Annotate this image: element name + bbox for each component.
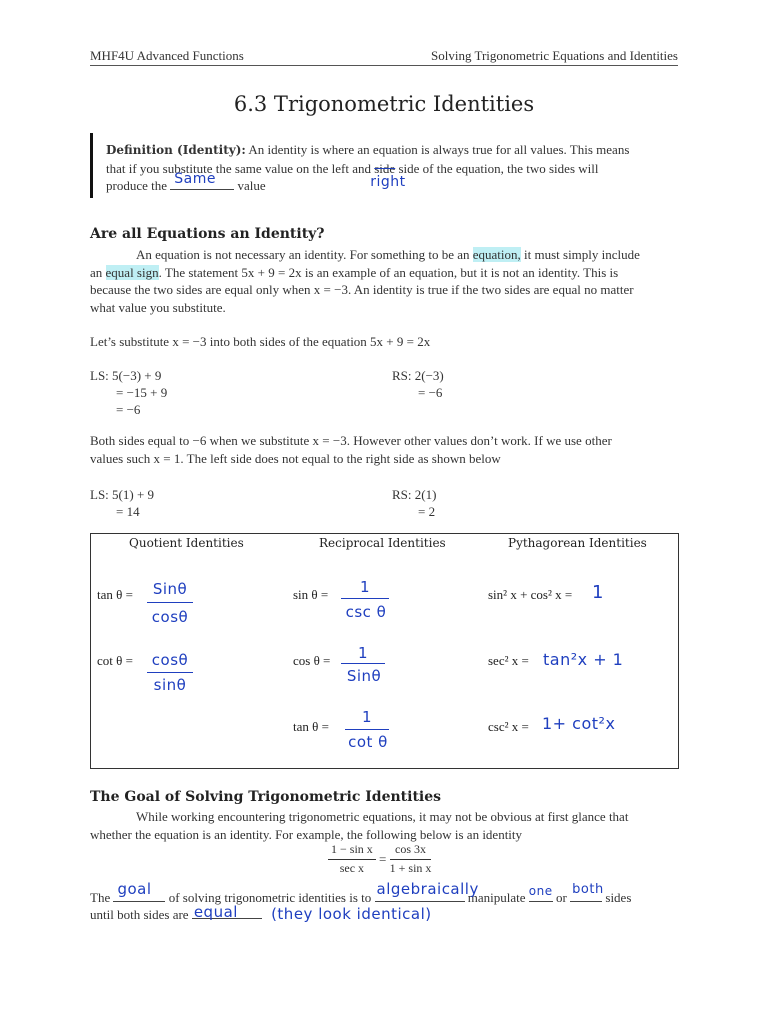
ink-one-2: 1 xyxy=(357,644,369,662)
ink-sin-den: sinθ xyxy=(153,676,187,694)
ink-cot-den: cot θ xyxy=(348,733,388,751)
ink-note: (they look identical) xyxy=(271,905,432,923)
ink-cos-num: cosθ xyxy=(151,651,189,669)
unit-title: Solving Trigonometric Equations and Identities xyxy=(431,48,678,63)
goal-line2: whether the equation is an identity. For example, the following below is an identity xyxy=(90,826,523,842)
ink-equal: equal xyxy=(193,903,238,921)
g1e: sides xyxy=(605,890,632,905)
goal-fill-line1 xyxy=(90,880,690,907)
both-sides-paragraph xyxy=(90,432,682,467)
col-quotient: Quotient Identities xyxy=(129,536,244,550)
ink-same: Same xyxy=(174,171,216,187)
col-pythagorean: Pythagorean Identities xyxy=(508,536,647,550)
eq-left-den: sec x xyxy=(339,860,365,875)
p3-text: because the two sides are equal only when x = −3. An identity is true if the two sides are equal no matter xyxy=(90,282,634,297)
both-line2: values such x = 1. The left side does not equal to the right side as shown below xyxy=(90,450,501,466)
g1b: of solving trigonometric identities is to xyxy=(168,890,372,905)
ink-goal: goal xyxy=(117,880,152,898)
section-heading-identity: Are all Equations an Identity? xyxy=(90,226,325,242)
section-heading-goal: The Goal of Solving Trigonometric Identities xyxy=(90,789,442,805)
ls-line3: = −6 xyxy=(116,402,141,417)
definition-line2a: that if you substitute the same value on the left and xyxy=(106,160,371,176)
definition-line1: An identity is where an equation is always true for all values. This means xyxy=(248,142,630,157)
frac-bar-tan xyxy=(147,602,193,603)
section2-paragraph xyxy=(90,808,682,843)
g2a: until both sides are xyxy=(90,907,189,922)
definition-block xyxy=(106,141,678,195)
ink-csc-den: csc θ xyxy=(345,603,387,621)
identity-equation xyxy=(328,841,431,877)
ink-cos-den: cosθ xyxy=(151,608,189,626)
section1-paragraph xyxy=(90,246,682,316)
frac-bar-tan2 xyxy=(345,729,389,730)
ink-pyth3-ans: 1+ cot²x xyxy=(542,714,616,733)
pyth2-lhs: sec² x = xyxy=(488,653,529,668)
frac-bar-cot xyxy=(147,672,193,673)
rs-line2: = −6 xyxy=(418,385,443,400)
pyth3-lhs: csc² x = xyxy=(488,719,529,734)
eq-left-num: 1 − sin x xyxy=(328,841,376,860)
struck-word: side xyxy=(374,160,396,176)
rs-line4: = 2 xyxy=(418,504,436,519)
g1d: or xyxy=(556,890,567,905)
page-title: 6.3 Trigonometric Identities xyxy=(233,92,535,116)
p2-text: . The statement 5x + 9 = 2x is an example of an equation, but it is not an identity. This is xyxy=(158,264,619,280)
g1c: manipulate xyxy=(467,890,526,905)
p1-text-b: it must simply include xyxy=(524,247,640,262)
cot-lhs: cot θ = xyxy=(97,653,133,668)
ink-pyth2-ans: tan²x + 1 xyxy=(543,650,624,669)
highlight-equal-sign: equal sign xyxy=(105,264,159,280)
ink-right: right xyxy=(370,173,406,190)
cos-lhs: cos θ = xyxy=(293,653,331,668)
definition-line2b: side of the equation, the two sides will xyxy=(398,160,599,176)
rs-line1: RS: 2(−3) xyxy=(392,368,444,383)
ls-line4: LS: 5(1) + 9 xyxy=(90,487,155,502)
ink-pyth1-ans: 1 xyxy=(592,582,604,603)
goal-line1: While working encountering trigonometric equations, it may not be obvious at first glance that xyxy=(136,809,629,824)
highlight-equation: equation, xyxy=(472,247,521,262)
ink-algebraically: algebraically xyxy=(376,880,479,898)
eq-left-frac xyxy=(328,841,376,877)
definition-bar xyxy=(90,133,93,198)
eq-equals: = xyxy=(379,851,387,867)
p4-text: what value you substitute. xyxy=(90,299,226,315)
definition-line3b: value xyxy=(237,178,266,193)
rs-line3: RS: 2(1) xyxy=(392,487,437,502)
definition-label: Definition (Identity): xyxy=(106,143,246,157)
eq-right-den: 1 + sin x xyxy=(389,860,432,875)
ink-sin-num: Sinθ xyxy=(152,580,188,598)
ls-line1: LS: 5(−3) + 9 xyxy=(90,368,162,383)
ls-line2: = −15 + 9 xyxy=(116,385,168,400)
col-reciprocal: Reciprocal Identities xyxy=(319,536,446,550)
ink-both: both xyxy=(572,882,604,897)
course-title: MHF4U Advanced Functions xyxy=(90,48,244,63)
both-line1: Both sides equal to −6 when we substitute x = −3. However other values don’t work. If we use other xyxy=(90,433,612,448)
eq-right-frac xyxy=(390,841,432,877)
g1a: The xyxy=(90,890,111,905)
pyth1-lhs: sin² x + cos² x = xyxy=(488,587,573,602)
ink-one-3: 1 xyxy=(361,708,373,726)
frac-bar-cos xyxy=(341,663,385,664)
ink-one-1: 1 xyxy=(359,578,371,596)
frac-bar-sin xyxy=(341,598,389,599)
ink-sin-den-2: Sinθ xyxy=(346,667,382,685)
eq-right-num: cos 3x xyxy=(390,841,432,860)
goal-fill-line2 xyxy=(90,903,432,924)
definition-line3a: produce the xyxy=(106,178,168,193)
ls-line5: = 14 xyxy=(116,504,140,519)
p1-text-a: An equation is not necessary an identity. For something to be an xyxy=(136,247,470,262)
tan-lhs: tan θ = xyxy=(97,587,133,602)
header-divider xyxy=(90,65,678,66)
p2-pre: an xyxy=(90,264,103,280)
ink-one: one xyxy=(528,884,553,898)
sin-lhs: sin θ = xyxy=(293,587,329,602)
substitute-line: Let’s substitute x = −3 into both sides of the equation 5x + 9 = 2x xyxy=(90,334,431,349)
tan-lhs-2: tan θ = xyxy=(293,719,329,734)
